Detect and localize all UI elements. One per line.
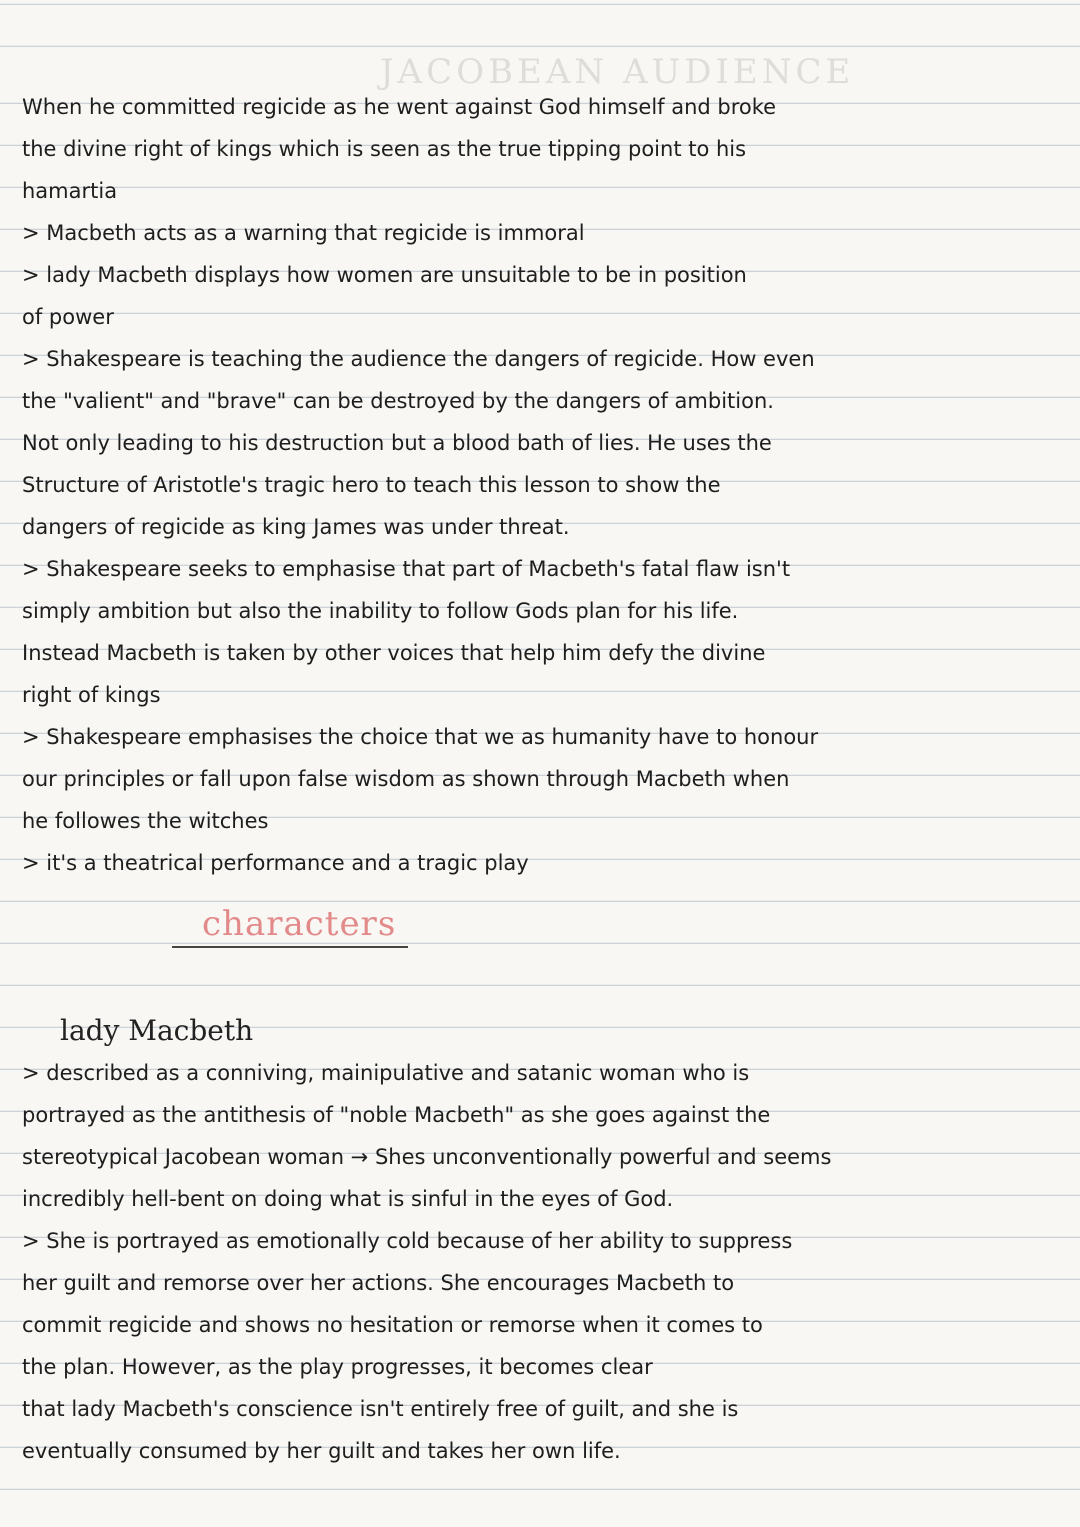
note-line: When he committed regicide as he went against God himself and broke	[22, 95, 777, 119]
note-line: dangers of regicide as king James was under threat.	[22, 515, 570, 539]
note-line: the plan. However, as the play progresses, it becomes clear	[22, 1355, 653, 1379]
note-line: incredibly hell-bent on doing what is sinful in the eyes of God.	[22, 1187, 674, 1211]
note-line: our principles or fall upon false wisdom as shown through Macbeth when	[22, 767, 790, 791]
blank-line	[22, 968, 1050, 1010]
note-line: > it's a theatrical performance and a tragic play	[22, 851, 529, 875]
note-line: > lady Macbeth displays how women are unsuitable to be in position	[22, 263, 747, 287]
note-line: eventually consumed by her guilt and takes her own life.	[22, 1439, 621, 1463]
section-heading: characters	[172, 904, 408, 948]
note-line: portrayed as the antithesis of "noble Macbeth" as she goes against the	[22, 1103, 771, 1127]
note-line: that lady Macbeth's conscience isn't entirely free of guilt, and she is	[22, 1397, 739, 1421]
note-line: the "valient" and "brave" can be destroyed by the dangers of ambition.	[22, 389, 774, 413]
note-line: > She is portrayed as emotionally cold because of her ability to suppress	[22, 1229, 793, 1253]
note-line: > described as a conniving, mainipulative and satanic woman who is	[22, 1061, 750, 1085]
note-line: commit regicide and shows no hesitation or remorse when it comes to	[22, 1313, 763, 1337]
note-line: > Shakespeare emphasises the choice that we as humanity have to honour	[22, 725, 819, 749]
note-line: right of kings	[22, 683, 161, 707]
note-line: simply ambition but also the inability to follow Gods plan for his life.	[22, 599, 739, 623]
note-line: of power	[22, 305, 114, 329]
character-notes	[22, 1052, 1050, 1472]
note-line: hamartia	[22, 179, 118, 203]
note-line: > Shakespeare is teaching the audience the dangers of regicide. How even	[22, 347, 815, 371]
section-heading-row	[22, 884, 1050, 968]
body-notes	[22, 86, 1050, 884]
note-line: > Shakespeare seeks to emphasise that part of Macbeth's fatal flaw isn't	[22, 557, 791, 581]
note-line: her guilt and remorse over her actions. She encourages Macbeth to	[22, 1271, 735, 1295]
note-line: stereotypical Jacobean woman → Shes unconventionally powerful and seems	[22, 1145, 832, 1169]
bleed-through-text: JACOBEAN AUDIENCE	[380, 52, 855, 92]
note-line: the divine right of kings which is seen as the true tipping point to his	[22, 137, 747, 161]
note-line: Structure of Aristotle's tragic hero to teach this lesson to show the	[22, 473, 721, 497]
note-line: he followes the witches	[22, 809, 269, 833]
character-name: lady Macbeth	[60, 1014, 254, 1047]
note-line: Instead Macbeth is taken by other voices that help him defy the divine	[22, 641, 766, 665]
note-line: Not only leading to his destruction but a blood bath of lies. He uses the	[22, 431, 772, 455]
note-line: > Macbeth acts as a warning that regicide is immoral	[22, 221, 585, 245]
